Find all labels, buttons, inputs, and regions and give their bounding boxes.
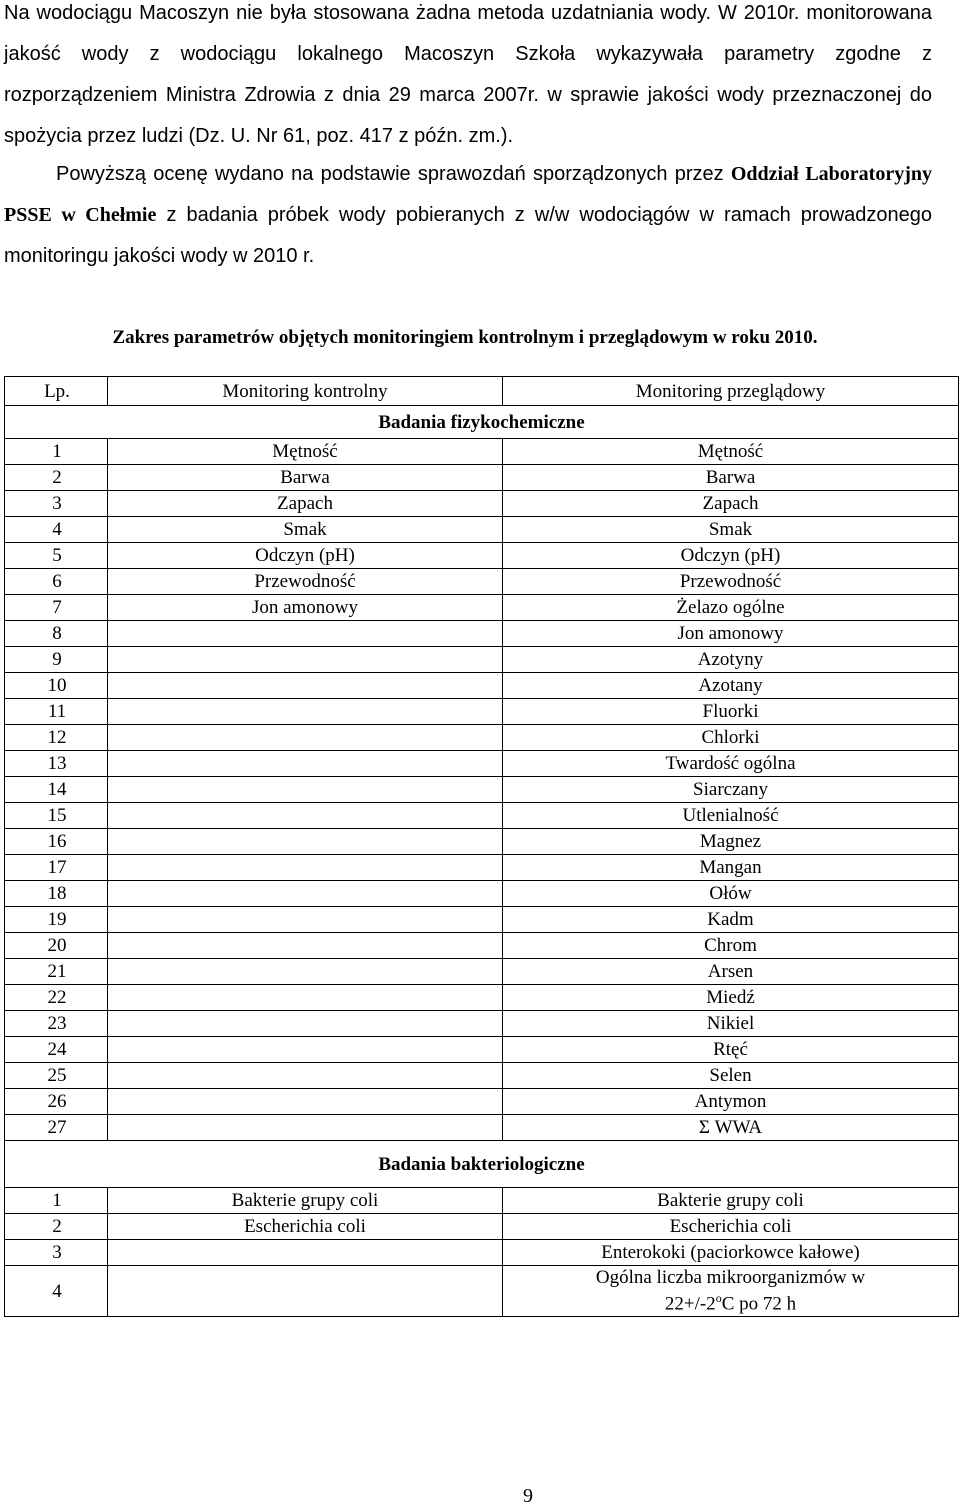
table-row [5,725,959,751]
row-kontrolny: Bakterie grupy coli [108,1188,503,1214]
row-kontrolny [108,1063,503,1089]
row-przegladowy: Utlenialność [503,803,959,829]
row-lp: 26 [5,1089,108,1115]
assessment-paragraph [4,154,932,277]
table-row [5,595,959,621]
row-kontrolny [108,751,503,777]
row-kontrolny: Barwa [108,465,503,491]
section-bakteriologiczne: Badania bakteriologiczne [5,1141,959,1188]
table-row [5,465,959,491]
row-lp: 2 [5,1214,108,1240]
row-lp: 16 [5,829,108,855]
row-kontrolny [108,855,503,881]
table-row [5,569,959,595]
table-row [5,933,959,959]
row-przegladowy: Chrom [503,933,959,959]
row-przegladowy: Przewodność [503,569,959,595]
row-kontrolny [108,1266,503,1317]
section-title: Zakres parametrów objętych monitoringiem kontrolnym i przeglądowym w roku 2010. [112,327,818,348]
table-row [5,777,959,803]
row-przegladowy: Żelazo ogólne [503,595,959,621]
row-lp: 4 [5,517,108,543]
laboratory-name: Oddział Laboratoryjny PSSE w Chełmie [4,163,933,226]
row-lp: 5 [5,543,108,569]
row-lp: 19 [5,907,108,933]
row-przegladowy-line2b: C po 72 h [721,1293,797,1315]
row-kontrolny [108,1115,503,1141]
table-row [5,751,959,777]
table-row [5,491,959,517]
row-przegladowy: Ołów [503,881,959,907]
table-row [5,1089,959,1115]
degree-sign: o [715,1291,722,1306]
row-kontrolny [108,829,503,855]
row-przegladowy: Mętność [503,439,959,465]
row-przegladowy: Barwa [503,465,959,491]
row-przegladowy: Nikiel [503,1011,959,1037]
table-row [5,907,959,933]
row-lp: 13 [5,751,108,777]
row-lp: 1 [5,439,108,465]
table-row [5,881,959,907]
row-lp: 15 [5,803,108,829]
row-przegladowy: Twardość ogólna [503,751,959,777]
table-row [5,699,959,725]
row-kontrolny: Jon amonowy [108,595,503,621]
row-kontrolny [108,699,503,725]
row-lp: 20 [5,933,108,959]
row-kontrolny [108,673,503,699]
row-przegladowy-line1: Ogólna liczba mikroorganizmów w [595,1267,866,1289]
row-lp: 14 [5,777,108,803]
row-przegladowy: Kadm [503,907,959,933]
table-row [5,1115,959,1141]
row-lp: 21 [5,959,108,985]
section-row-fizykochemiczne [5,406,959,439]
row-przegladowy [503,1266,959,1317]
row-lp: 24 [5,1037,108,1063]
row-przegladowy: Siarczany [503,777,959,803]
row-lp: 3 [5,1240,108,1266]
row-przegladowy: Rtęć [503,1037,959,1063]
table-row [5,1011,959,1037]
row-kontrolny [108,881,503,907]
row-przegladowy: Azotyny [503,647,959,673]
header-monitoring-kontrolny: Monitoring kontrolny [108,377,503,406]
table-row [5,1063,959,1089]
row-lp: 1 [5,1188,108,1214]
row-kontrolny [108,1240,503,1266]
row-lp: 22 [5,985,108,1011]
row-kontrolny: Escherichia coli [108,1214,503,1240]
table-row [5,517,959,543]
row-kontrolny [108,1011,503,1037]
assessment-text-after: z badania próbek wody pobieranych z w/w wodociągów w ramach prowadzonego monitoringu jakości wody w 2010 r. [4,204,933,267]
row-przegladowy: Azotany [503,673,959,699]
table-row [5,1037,959,1063]
table-row [5,1240,959,1266]
row-kontrolny: Mętność [108,439,503,465]
row-kontrolny [108,777,503,803]
row-lp: 11 [5,699,108,725]
table-row [5,543,959,569]
table-row [5,1266,959,1317]
row-przegladowy: Fluorki [503,699,959,725]
table-row [5,959,959,985]
row-przegladowy: Miedź [503,985,959,1011]
row-przegladowy: Bakterie grupy coli [503,1188,959,1214]
section-row-bakteriologiczne [5,1141,959,1188]
table-row [5,673,959,699]
table-header-row [5,377,959,406]
row-kontrolny [108,959,503,985]
row-kontrolny: Odczyn (pH) [108,543,503,569]
row-lp: 25 [5,1063,108,1089]
row-przegladowy: Odczyn (pH) [503,543,959,569]
table-row [5,1214,959,1240]
row-kontrolny [108,621,503,647]
row-lp: 7 [5,595,108,621]
header-lp: Lp. [5,377,108,406]
row-przegladowy: Σ WWA [503,1115,959,1141]
row-lp: 4 [5,1266,108,1317]
table-row [5,439,959,465]
row-kontrolny [108,985,503,1011]
row-lp: 27 [5,1115,108,1141]
row-lp: 8 [5,621,108,647]
table-row [5,855,959,881]
row-lp: 23 [5,1011,108,1037]
parameters-table [4,376,959,1317]
row-lp: 10 [5,673,108,699]
row-lp: 3 [5,491,108,517]
table-row [5,621,959,647]
intro-paragraph: Na wodociągu Macoszyn nie była stosowana żadna metoda uzdatniania wody. W 2010r. monitorowana jakość wody z wodociągu lokalnego Macoszyn Szkoła wykazywała parametry zgodne z rozporządzeniem Ministra Zdrowia z dnia 29 marca 2007r. w sprawie jakości wody przeznaczonej do spożycia przez ludzi (Dz. U. Nr 61, poz. 417 z późn. zm.). [4,2,932,147]
row-lp: 6 [5,569,108,595]
row-przegladowy: Chlorki [503,725,959,751]
row-kontrolny: Smak [108,517,503,543]
row-przegladowy: Antymon [503,1089,959,1115]
row-lp: 18 [5,881,108,907]
section-fizykochemiczne: Badania fizykochemiczne [5,406,959,439]
table-row [5,803,959,829]
table-row [5,985,959,1011]
header-monitoring-przegladowy: Monitoring przeglądowy [503,377,959,406]
table-row [5,1188,959,1214]
parameters-table-body [5,377,959,1317]
row-kontrolny [108,647,503,673]
row-przegladowy: Selen [503,1063,959,1089]
row-przegladowy: Smak [503,517,959,543]
row-przegladowy-line2a: 22+/-2 [664,1293,716,1315]
row-kontrolny [108,803,503,829]
row-przegladowy: Mangan [503,855,959,881]
row-lp: 2 [5,465,108,491]
row-lp: 12 [5,725,108,751]
row-przegladowy: Escherichia coli [503,1214,959,1240]
row-przegladowy: Arsen [503,959,959,985]
assessment-text-before: Powyższą ocenę wydano na podstawie sprawozdań sporządzonych przez [56,163,731,185]
row-kontrolny [108,933,503,959]
row-kontrolny [108,907,503,933]
row-lp: 17 [5,855,108,881]
row-kontrolny [108,1037,503,1063]
row-kontrolny: Przewodność [108,569,503,595]
row-lp: 9 [5,647,108,673]
row-kontrolny [108,725,503,751]
table-row [5,647,959,673]
row-przegladowy: Enterokoki (paciorkowce kałowe) [503,1240,959,1266]
page-number: 9 [523,1485,533,1507]
row-kontrolny: Zapach [108,491,503,517]
row-przegladowy: Zapach [503,491,959,517]
table-row [5,829,959,855]
row-przegladowy: Jon amonowy [503,621,959,647]
row-kontrolny [108,1089,503,1115]
row-przegladowy: Magnez [503,829,959,855]
